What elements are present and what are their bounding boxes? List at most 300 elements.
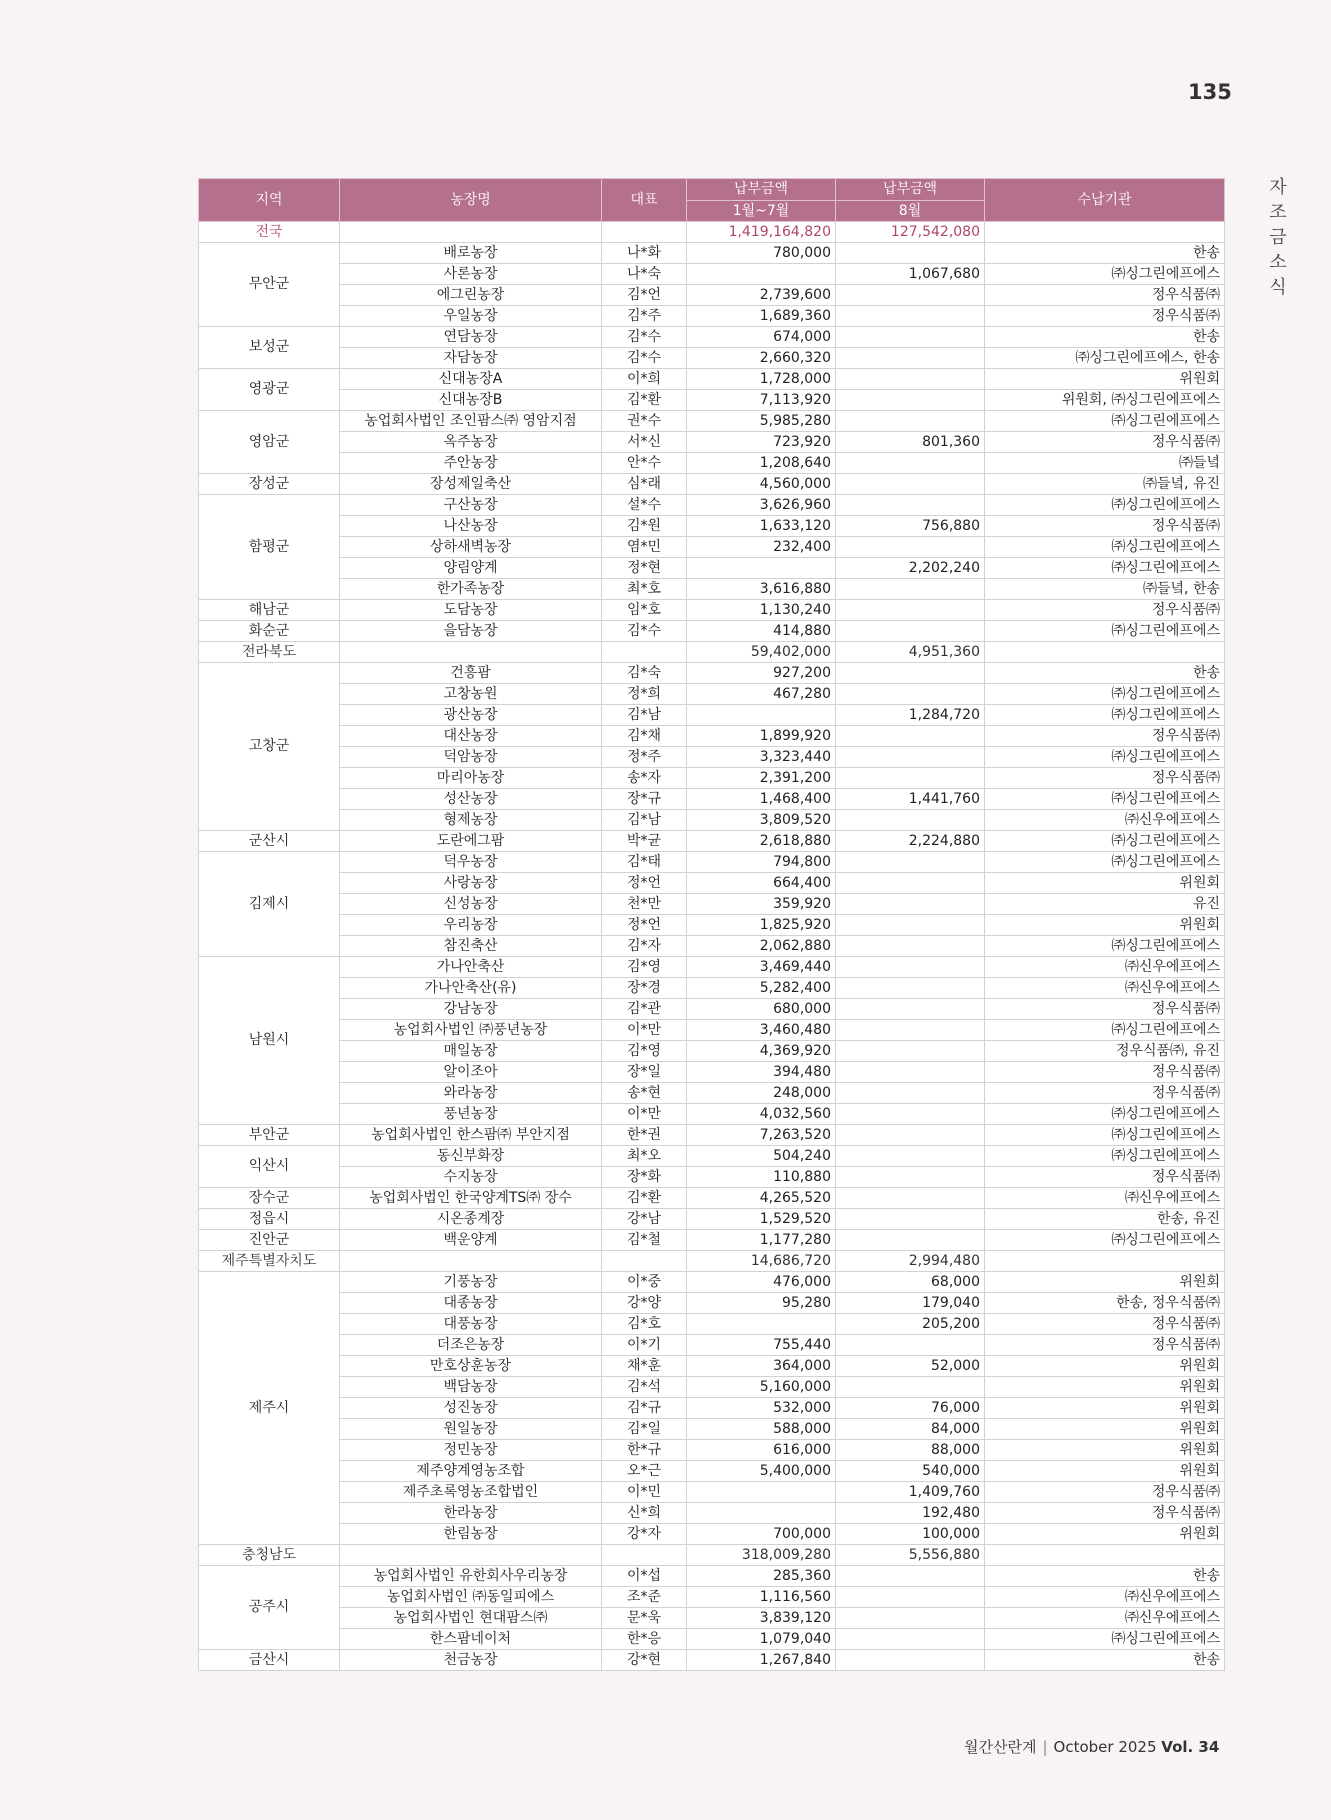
amount-jan-jul: 5,160,000 <box>687 1377 836 1398</box>
amount-aug <box>836 1650 985 1671</box>
subtotal-agency-empty <box>985 1545 1225 1566</box>
representative: 권*수 <box>602 411 687 432</box>
collection-agency: 정우식품㈜ <box>985 285 1225 306</box>
table-row <box>199 663 1225 684</box>
amount-jan-jul: 7,113,920 <box>687 390 836 411</box>
farm-name: 한라농장 <box>340 1503 602 1524</box>
table-row <box>199 1503 1225 1524</box>
table-row <box>199 621 1225 642</box>
region-cell: 부안군 <box>199 1125 340 1146</box>
table-row <box>199 348 1225 369</box>
collection-agency: 정우식품㈜ <box>985 306 1225 327</box>
collection-agency: 정우식품㈜ <box>985 600 1225 621</box>
table-row <box>199 243 1225 264</box>
collection-agency: 정우식품㈜ <box>985 1167 1225 1188</box>
collection-agency: ㈜싱그린에프에스 <box>985 747 1225 768</box>
subtotal-amount-jan-jul: 59,402,000 <box>687 642 836 663</box>
table-row <box>199 1062 1225 1083</box>
representative: 신*희 <box>602 1503 687 1524</box>
amount-jan-jul: 680,000 <box>687 999 836 1020</box>
amount-aug <box>836 453 985 474</box>
amount-jan-jul: 476,000 <box>687 1272 836 1293</box>
amount-jan-jul: 3,809,520 <box>687 810 836 831</box>
region-cell: 진안군 <box>199 1230 340 1251</box>
representative: 김*남 <box>602 705 687 726</box>
farm-name: 참진축산 <box>340 936 602 957</box>
amount-jan-jul: 4,369,920 <box>687 1041 836 1062</box>
amount-aug <box>836 1062 985 1083</box>
amount-aug: 88,000 <box>836 1440 985 1461</box>
farm-name: 와라농장 <box>340 1083 602 1104</box>
amount-aug <box>836 1587 985 1608</box>
collection-agency: ㈜싱그린에프에스, 한송 <box>985 348 1225 369</box>
collection-agency: ㈜싱그린에프에스 <box>985 705 1225 726</box>
subtotal-name: 전국 <box>199 222 340 243</box>
amount-jan-jul: 1,529,520 <box>687 1209 836 1230</box>
amount-aug: 100,000 <box>836 1524 985 1545</box>
table-body <box>199 222 1225 1671</box>
amount-aug <box>836 894 985 915</box>
amount-aug <box>836 1146 985 1167</box>
farm-name: 한림농장 <box>340 1524 602 1545</box>
table-row <box>199 369 1225 390</box>
page-footer <box>964 1736 1219 1757</box>
amount-jan-jul: 3,469,440 <box>687 957 836 978</box>
subtotal-amount-aug: 2,994,480 <box>836 1251 985 1272</box>
representative: 김*석 <box>602 1377 687 1398</box>
representative: 김*주 <box>602 306 687 327</box>
table-row <box>199 1461 1225 1482</box>
table-row <box>199 1398 1225 1419</box>
amount-aug: 52,000 <box>836 1356 985 1377</box>
representative: 장*일 <box>602 1062 687 1083</box>
farm-name: 원일농장 <box>340 1419 602 1440</box>
farm-name: 사론농장 <box>340 264 602 285</box>
table-row <box>199 1272 1225 1293</box>
collection-agency: 정우식품㈜ <box>985 1083 1225 1104</box>
amount-aug: 205,200 <box>836 1314 985 1335</box>
collection-agency: ㈜신우에프에스 <box>985 1587 1225 1608</box>
collection-agency: 위원회, ㈜싱그린에프에스 <box>985 390 1225 411</box>
representative: 장*규 <box>602 789 687 810</box>
table-row <box>199 789 1225 810</box>
collection-agency: 위원회 <box>985 1377 1225 1398</box>
collection-agency: 유진 <box>985 894 1225 915</box>
amount-aug <box>836 684 985 705</box>
table-row <box>199 1188 1225 1209</box>
farm-name: 강남농장 <box>340 999 602 1020</box>
amount-aug <box>836 1230 985 1251</box>
amount-jan-jul: 616,000 <box>687 1440 836 1461</box>
farm-name: 농업회사법인 유한회사우리농장 <box>340 1566 602 1587</box>
collection-agency: 한송 <box>985 243 1225 264</box>
farm-name: 고창농원 <box>340 684 602 705</box>
farm-name: 한가족농장 <box>340 579 602 600</box>
subtotal-farm-empty <box>340 222 602 243</box>
collection-agency: 위원회 <box>985 1398 1225 1419</box>
farm-name: 천금농장 <box>340 1650 602 1671</box>
representative: 강*남 <box>602 1209 687 1230</box>
amount-aug <box>836 1335 985 1356</box>
farm-name: 연담농장 <box>340 327 602 348</box>
farm-name: 마리아농장 <box>340 768 602 789</box>
amount-aug <box>836 1188 985 1209</box>
issue-date: October 2025 <box>1053 1738 1157 1756</box>
representative: 정*주 <box>602 747 687 768</box>
amount-jan-jul: 1,899,920 <box>687 726 836 747</box>
representative: 한*응 <box>602 1629 687 1650</box>
subtotal-name: 충청남도 <box>199 1545 340 1566</box>
amount-aug <box>836 1020 985 1041</box>
representative: 최*오 <box>602 1146 687 1167</box>
representative: 나*숙 <box>602 264 687 285</box>
farm-name: 신대농장A <box>340 369 602 390</box>
representative: 김*자 <box>602 936 687 957</box>
farm-name: 농업회사법인 조인팜스㈜ 영암지점 <box>340 411 602 432</box>
table-row <box>199 390 1225 411</box>
amount-aug <box>836 1566 985 1587</box>
amount-jan-jul: 232,400 <box>687 537 836 558</box>
subtotal-amount-jan-jul: 318,009,280 <box>687 1545 836 1566</box>
farm-name: 도란에그팜 <box>340 831 602 852</box>
table-row <box>199 579 1225 600</box>
collection-agency: 위원회 <box>985 1461 1225 1482</box>
farm-name: 구산농장 <box>340 495 602 516</box>
representative: 김*태 <box>602 852 687 873</box>
collection-agency: 한송 <box>985 327 1225 348</box>
table-row <box>199 1335 1225 1356</box>
amount-jan-jul: 504,240 <box>687 1146 836 1167</box>
table-row <box>199 516 1225 537</box>
amount-jan-jul: 4,032,560 <box>687 1104 836 1125</box>
farm-name: 대산농장 <box>340 726 602 747</box>
farm-name: 덕우농장 <box>340 852 602 873</box>
amount-aug <box>836 810 985 831</box>
collection-agency: ㈜들녘 <box>985 453 1225 474</box>
table-row <box>199 537 1225 558</box>
amount-jan-jul: 1,130,240 <box>687 600 836 621</box>
amount-aug <box>836 873 985 894</box>
representative: 정*언 <box>602 873 687 894</box>
table-row <box>199 1587 1225 1608</box>
representative: 김*영 <box>602 957 687 978</box>
province-total-row <box>199 642 1225 663</box>
table-row <box>199 1167 1225 1188</box>
amount-aug <box>836 285 985 306</box>
collection-agency: ㈜신우에프에스 <box>985 1608 1225 1629</box>
farm-name: 매일농장 <box>340 1041 602 1062</box>
collection-agency: 한송, 유진 <box>985 1209 1225 1230</box>
representative: 김*호 <box>602 1314 687 1335</box>
header-farm: 농장명 <box>340 179 602 222</box>
amount-aug: 801,360 <box>836 432 985 453</box>
collection-agency: 정우식품㈜ <box>985 1503 1225 1524</box>
page-number: 135 <box>1188 80 1232 104</box>
representative: 정*현 <box>602 558 687 579</box>
table-row <box>199 1209 1225 1230</box>
collection-agency: ㈜신우에프에스 <box>985 1188 1225 1209</box>
amount-jan-jul: 723,920 <box>687 432 836 453</box>
farm-name: 주안농장 <box>340 453 602 474</box>
collection-agency: 위원회 <box>985 1524 1225 1545</box>
table-row <box>199 1440 1225 1461</box>
representative: 정*언 <box>602 915 687 936</box>
collection-agency: 위원회 <box>985 1356 1225 1377</box>
farm-name: 에그린농장 <box>340 285 602 306</box>
amount-jan-jul: 588,000 <box>687 1419 836 1440</box>
amount-jan-jul: 1,116,560 <box>687 1587 836 1608</box>
table-row <box>199 684 1225 705</box>
table-row <box>199 1041 1225 1062</box>
header-period-aug: 8월 <box>836 201 985 222</box>
farm-name: 농업회사법인 ㈜동일피에스 <box>340 1587 602 1608</box>
amount-jan-jul: 4,560,000 <box>687 474 836 495</box>
table-row <box>199 1482 1225 1503</box>
amount-jan-jul: 532,000 <box>687 1398 836 1419</box>
table-row <box>199 306 1225 327</box>
amount-jan-jul: 2,062,880 <box>687 936 836 957</box>
collection-agency: 위원회 <box>985 1440 1225 1461</box>
table-row <box>199 957 1225 978</box>
table-row <box>199 1377 1225 1398</box>
table-row <box>199 1419 1225 1440</box>
subtotal-agency-empty <box>985 222 1225 243</box>
table-row <box>199 978 1225 999</box>
amount-aug <box>836 390 985 411</box>
amount-aug <box>836 999 985 1020</box>
farm-name: 농업회사법인 ㈜풍년농장 <box>340 1020 602 1041</box>
table-row <box>199 1524 1225 1545</box>
amount-jan-jul: 248,000 <box>687 1083 836 1104</box>
subtotal-amount-jan-jul: 14,686,720 <box>687 1251 836 1272</box>
amount-aug <box>836 1629 985 1650</box>
table-row <box>199 999 1225 1020</box>
table-row <box>199 432 1225 453</box>
collection-agency: ㈜싱그린에프에스 <box>985 1104 1225 1125</box>
farm-name: 성진농장 <box>340 1398 602 1419</box>
collection-agency: ㈜싱그린에프에스 <box>985 852 1225 873</box>
collection-agency: 정우식품㈜ <box>985 432 1225 453</box>
amount-jan-jul: 2,739,600 <box>687 285 836 306</box>
subtotal-farm-empty <box>340 642 602 663</box>
farm-name: 농업회사법인 현대팜스㈜ <box>340 1608 602 1629</box>
collection-agency: ㈜싱그린에프에스 <box>985 1230 1225 1251</box>
collection-agency: 정우식품㈜ <box>985 1314 1225 1335</box>
amount-jan-jul: 1,079,040 <box>687 1629 836 1650</box>
subtotal-name: 제주특별자치도 <box>199 1251 340 1272</box>
region-cell: 남원시 <box>199 957 340 1125</box>
amount-jan-jul: 414,880 <box>687 621 836 642</box>
region-cell: 김제시 <box>199 852 340 957</box>
farm-name: 시온종계장 <box>340 1209 602 1230</box>
amount-jan-jul: 7,263,520 <box>687 1125 836 1146</box>
amount-jan-jul <box>687 1482 836 1503</box>
amount-jan-jul: 1,177,280 <box>687 1230 836 1251</box>
collection-agency: ㈜싱그린에프에스 <box>985 789 1225 810</box>
representative: 천*만 <box>602 894 687 915</box>
subtotal-amount-aug: 5,556,880 <box>836 1545 985 1566</box>
amount-aug: 1,441,760 <box>836 789 985 810</box>
amount-aug <box>836 1041 985 1062</box>
farm-name: 풍년농장 <box>340 1104 602 1125</box>
amount-jan-jul: 467,280 <box>687 684 836 705</box>
representative: 김*숙 <box>602 663 687 684</box>
representative: 김*수 <box>602 327 687 348</box>
representative: 김*환 <box>602 1188 687 1209</box>
table-row <box>199 831 1225 852</box>
amount-jan-jul: 3,460,480 <box>687 1020 836 1041</box>
farm-name: 기풍농장 <box>340 1272 602 1293</box>
farm-name: 제주초록영농조합법인 <box>340 1482 602 1503</box>
region-cell: 정읍시 <box>199 1209 340 1230</box>
amount-jan-jul: 5,400,000 <box>687 1461 836 1482</box>
table-row <box>199 264 1225 285</box>
collection-agency: 위원회 <box>985 1272 1225 1293</box>
table-row <box>199 1314 1225 1335</box>
table-row <box>199 1230 1225 1251</box>
amount-jan-jul <box>687 1314 836 1335</box>
table-row <box>199 453 1225 474</box>
collection-agency: 정우식품㈜, 유진 <box>985 1041 1225 1062</box>
representative: 김*언 <box>602 285 687 306</box>
farm-name: 사랑농장 <box>340 873 602 894</box>
amount-jan-jul: 110,880 <box>687 1167 836 1188</box>
amount-aug <box>836 768 985 789</box>
table-row <box>199 1104 1225 1125</box>
amount-aug <box>836 747 985 768</box>
amount-aug <box>836 1209 985 1230</box>
amount-aug <box>836 957 985 978</box>
amount-aug: 1,067,680 <box>836 264 985 285</box>
amount-jan-jul: 3,839,120 <box>687 1608 836 1629</box>
table-row <box>199 768 1225 789</box>
header-amount-jan-jul: 납부금액 <box>687 179 836 201</box>
table-row <box>199 915 1225 936</box>
region-cell: 금산시 <box>199 1650 340 1671</box>
amount-aug <box>836 663 985 684</box>
farm-name: 형제농장 <box>340 810 602 831</box>
representative: 한*규 <box>602 1440 687 1461</box>
amount-aug <box>836 621 985 642</box>
representative: 이*섭 <box>602 1566 687 1587</box>
amount-aug: 76,000 <box>836 1398 985 1419</box>
amount-aug: 1,409,760 <box>836 1482 985 1503</box>
collection-agency: ㈜싱그린에프에스 <box>985 1125 1225 1146</box>
representative: 염*민 <box>602 537 687 558</box>
region-cell: 화순군 <box>199 621 340 642</box>
amount-jan-jul: 755,440 <box>687 1335 836 1356</box>
amount-jan-jul: 700,000 <box>687 1524 836 1545</box>
header-agency: 수납기관 <box>985 179 1225 222</box>
magazine-name: 월간산란계 <box>964 1738 1037 1756</box>
representative: 김*관 <box>602 999 687 1020</box>
farm-name: 대풍농장 <box>340 1314 602 1335</box>
table-row <box>199 1650 1225 1671</box>
farm-name: 알이조아 <box>340 1062 602 1083</box>
farm-name: 성산농장 <box>340 789 602 810</box>
amount-aug <box>836 978 985 999</box>
representative: 이*기 <box>602 1335 687 1356</box>
representative: 임*호 <box>602 600 687 621</box>
representative: 김*일 <box>602 1419 687 1440</box>
amount-jan-jul <box>687 705 836 726</box>
amount-jan-jul: 794,800 <box>687 852 836 873</box>
amount-aug <box>836 1377 985 1398</box>
collection-agency: 위원회 <box>985 369 1225 390</box>
representative: 김*수 <box>602 621 687 642</box>
amount-jan-jul: 2,391,200 <box>687 768 836 789</box>
collection-agency: 한송 <box>985 663 1225 684</box>
farm-name: 만호상훈농장 <box>340 1356 602 1377</box>
amount-jan-jul: 927,200 <box>687 663 836 684</box>
collection-agency: 위원회 <box>985 1419 1225 1440</box>
farm-name: 수지농장 <box>340 1167 602 1188</box>
farm-name: 제주양계영농조합 <box>340 1461 602 1482</box>
amount-aug <box>836 474 985 495</box>
table-row <box>199 852 1225 873</box>
farm-name: 우리농장 <box>340 915 602 936</box>
collection-agency: 한송, 정우식품㈜ <box>985 1293 1225 1314</box>
subtotal-agency-empty <box>985 1251 1225 1272</box>
amount-aug <box>836 600 985 621</box>
representative: 정*희 <box>602 684 687 705</box>
representative: 최*호 <box>602 579 687 600</box>
farm-name: 한스팜네이처 <box>340 1629 602 1650</box>
region-cell: 공주시 <box>199 1566 340 1650</box>
amount-aug <box>836 579 985 600</box>
farm-name: 정민농장 <box>340 1440 602 1461</box>
amount-jan-jul: 3,323,440 <box>687 747 836 768</box>
representative: 서*신 <box>602 432 687 453</box>
table-row <box>199 411 1225 432</box>
collection-agency: ㈜싱그린에프에스 <box>985 264 1225 285</box>
table-row <box>199 705 1225 726</box>
representative: 이*민 <box>602 1482 687 1503</box>
representative: 이*만 <box>602 1020 687 1041</box>
amount-aug: 179,040 <box>836 1293 985 1314</box>
amount-aug <box>836 411 985 432</box>
amount-aug <box>836 1125 985 1146</box>
table-row <box>199 474 1225 495</box>
province-total-row <box>199 1251 1225 1272</box>
section-title-vertical: 자조금 소식 <box>1269 177 1287 298</box>
collection-agency: ㈜싱그린에프에스 <box>985 495 1225 516</box>
representative: 강*양 <box>602 1293 687 1314</box>
collection-agency: ㈜싱그린에프에스 <box>985 684 1225 705</box>
subtotal-amount-aug: 127,542,080 <box>836 222 985 243</box>
region-cell: 제주시 <box>199 1272 340 1545</box>
amount-aug: 540,000 <box>836 1461 985 1482</box>
farm-name: 광산농장 <box>340 705 602 726</box>
amount-jan-jul: 2,618,880 <box>687 831 836 852</box>
representative: 설*수 <box>602 495 687 516</box>
subtotal-name: 전라북도 <box>199 642 340 663</box>
table-row <box>199 1356 1225 1377</box>
collection-agency: 정우식품㈜ <box>985 999 1225 1020</box>
representative: 강*현 <box>602 1650 687 1671</box>
collection-agency: ㈜들녘, 한송 <box>985 579 1225 600</box>
footer-separator: | <box>1042 1738 1048 1756</box>
representative: 김*철 <box>602 1230 687 1251</box>
amount-jan-jul: 1,468,400 <box>687 789 836 810</box>
amount-aug <box>836 1083 985 1104</box>
subtotal-agency-empty <box>985 642 1225 663</box>
representative: 안*수 <box>602 453 687 474</box>
farm-name: 농업회사법인 한국양계TS㈜ 장수 <box>340 1188 602 1209</box>
region-cell: 군산시 <box>199 831 340 852</box>
collection-agency: 한송 <box>985 1650 1225 1671</box>
farm-name: 신성농장 <box>340 894 602 915</box>
